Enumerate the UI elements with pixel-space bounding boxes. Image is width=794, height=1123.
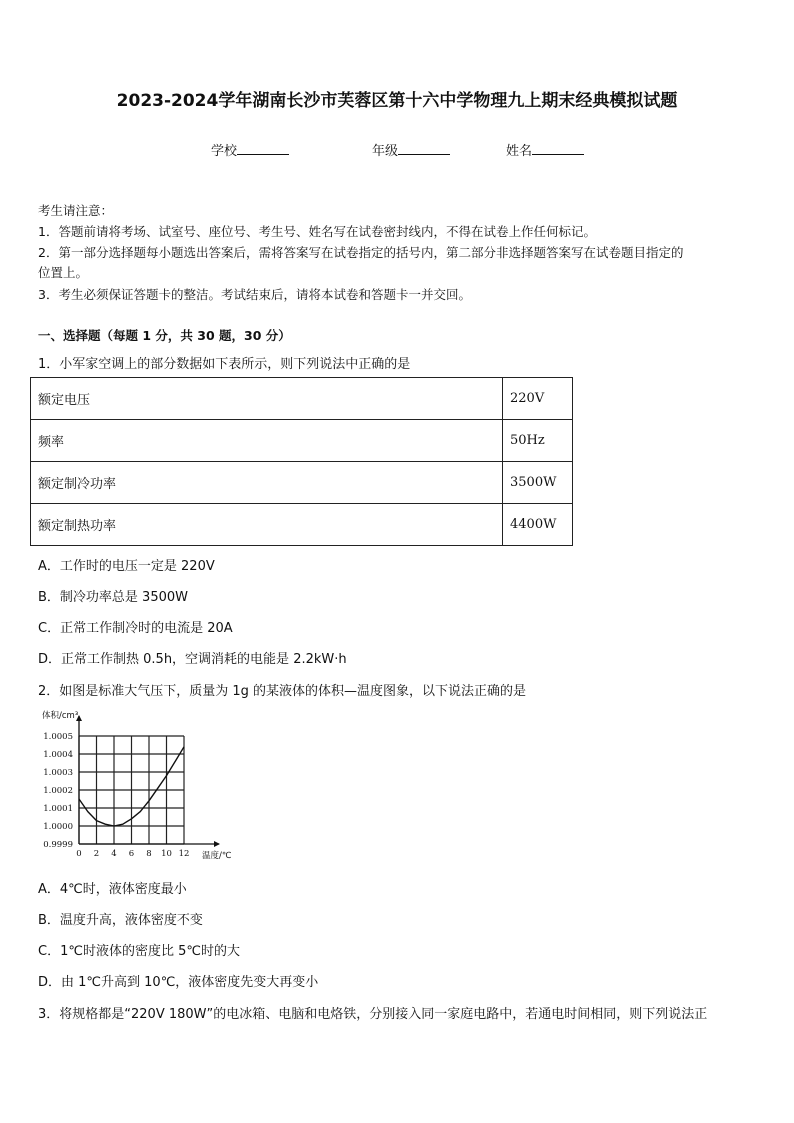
spec-label: 额定制热功率 [31,504,503,546]
y-tick-label: 1.0005 [43,732,73,742]
table-row [31,420,573,462]
question-1-stem: 1．小军家空调上的部分数据如下表所示，则下列说法中正确的是 [38,357,411,372]
x-tick-label: 2 [93,849,100,859]
grade-blank [398,142,450,155]
y-tick-label: 1.0004 [43,750,73,760]
y-tick-label: 1.0000 [43,822,73,832]
q1-option-d: D．正常工作制热 0.5h，空调消耗的电能是 2.2kW·h [38,652,347,667]
x-tick-label: 10 [161,849,172,859]
spec-value: 3500W [503,462,573,504]
notice-item: 2．第一部分选择题每小题选出答案后，需将答案写在试卷指定的括号内，第二部分非选择题答案写在试卷题目指定的 [38,245,684,260]
x-tick-label: 4 [111,849,117,859]
spec-label: 额定电压 [31,378,503,420]
name-field [506,140,584,159]
y-tick-label: 0.9999 [43,840,73,850]
q1-option-a: A．工作时的电压一定是 220V [38,559,215,574]
grade-label: 年级 [372,144,399,159]
chart-svg [34,706,239,866]
spec-value: 4400W [503,504,573,546]
q1-option-b: B．制冷功率总是 3500W [38,590,188,605]
notice-item: 1．答题前请将考场、试室号、座位号、考生号、姓名写在试卷密封线内，不得在试卷上作任何标记。 [38,224,596,239]
notice-item: 3．考生必须保证答题卡的整洁。考试结束后，请将本试卷和答题卡一并交回。 [38,287,471,302]
x-tick-label: 8 [146,849,152,859]
spec-table [30,377,573,546]
question-3-stem: 3．将规格都是“220V 180W”的电冰箱、电脑和电烙铁，分别接入同一家庭电路中，若通电时间相同，则下列说法正 [38,1007,708,1022]
name-blank [532,142,584,155]
q2-option-d: D．由 1℃升高到 10℃，液体密度先变大再变小 [38,975,319,990]
spec-value: 50Hz [503,420,573,462]
x-tick-label: 12 [178,849,190,859]
grade-field [372,140,450,159]
q2-option-a: A．4℃时，液体密度最小 [38,882,187,897]
school-label: 学校 [211,144,238,159]
table-row [31,462,573,504]
question-2-stem: 2．如图是标准大气压下，质量为 1g 的某液体的体积—温度图象，以下说法正确的是 [38,684,527,699]
school-field [211,140,289,159]
x-axis-label: 温度/℃ [202,851,232,861]
name-label: 姓名 [506,144,533,159]
exam-title: 2023-2024学年湖南长沙市芙蓉区第十六中学物理九上期末经典模拟试题 [116,91,678,111]
school-blank [237,142,289,155]
section-heading: 一、选择题（每题 1 分，共 30 题，30 分） [38,328,291,343]
spec-value: 220V [503,378,573,420]
x-tick-label: 0 [76,849,82,859]
y-tick-label: 1.0001 [43,804,73,814]
q2-option-c: C．1℃时液体的密度比 5℃时的大 [38,944,240,959]
notice-item: 位置上。 [38,265,89,280]
spec-label: 频率 [31,420,503,462]
table-row [31,378,573,420]
y-tick-label: 1.0003 [43,768,73,778]
x-axis-arrow [214,841,220,847]
q1-option-c: C．正常工作制冷时的电流是 20A [38,621,233,636]
q2-option-b: B．温度升高，液体密度不变 [38,913,203,928]
y-axis-label: 体积/cm³ [42,711,79,721]
table-row [31,504,573,546]
spec-label: 额定制冷功率 [31,462,503,504]
x-tick-label: 6 [128,849,135,859]
volume-temperature-chart [34,706,239,870]
notice-heading: 考生请注意： [38,203,114,218]
y-tick-label: 1.0002 [43,786,73,796]
